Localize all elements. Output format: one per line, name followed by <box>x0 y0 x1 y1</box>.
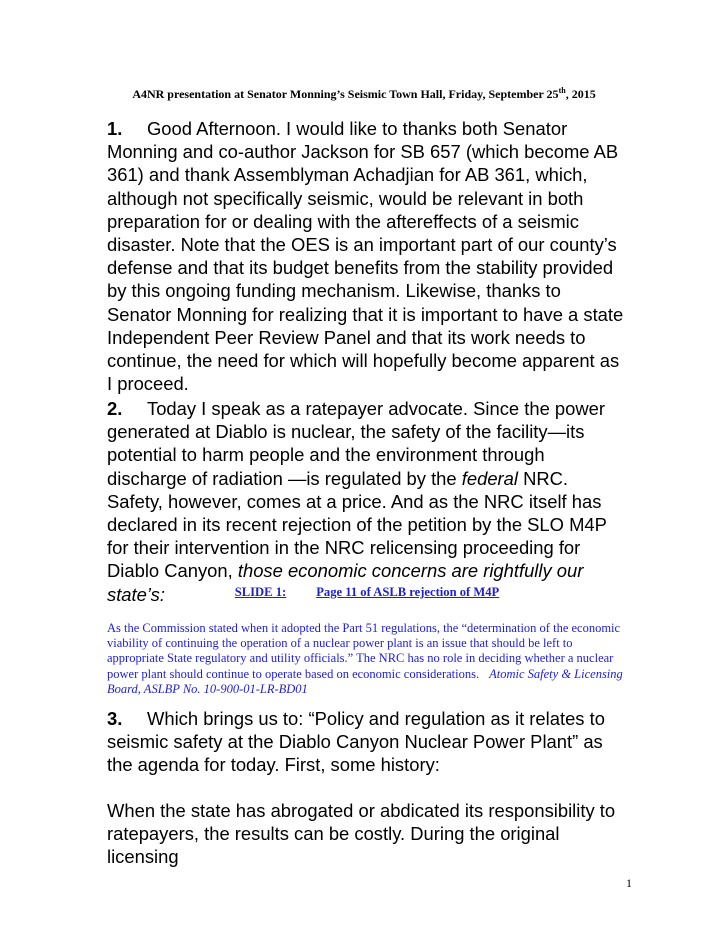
paragraph-text: When the state has abrogated or abdicated its responsibility to ratepayers, the results can be costly. During the original licensing <box>107 800 616 868</box>
paragraph-3 <box>107 707 627 777</box>
paragraph-1 <box>107 117 627 395</box>
header-superscript: th <box>558 86 566 95</box>
slide-reference <box>107 585 627 600</box>
header-text-end: , 2015 <box>565 87 596 101</box>
paragraph-number: 2. <box>107 398 123 419</box>
paragraph-emphasis-end: those economic concerns are rightfully our state’s: <box>107 560 584 605</box>
paragraph-4 <box>107 799 627 869</box>
paragraph-text: Which brings us to: “Policy and regulation as it relates to seismic safety at the Diablo Canyon Nuclear Power Plant” as the agenda for today. First, some history: <box>107 708 605 776</box>
quote-block <box>107 621 631 697</box>
quote-citation: Atomic Safety & Licensing Board, ASLBP No. 10-900-01-LR-BD01 <box>107 666 623 696</box>
paragraph-emphasis: federal <box>461 467 518 489</box>
header-text: A4NR presentation at Senator Monning’s Seismic Town Hall, Friday, September 25 <box>132 87 559 101</box>
paragraph-text: Today I speak as a ratepayer advocate. Since the power generated at Diablo is nuclear, the safety of the facility—its potential to harm people and the environment through discharge of radiation —is regulated by the <box>107 398 605 489</box>
paragraph-text: Good Afternoon. I would like to thanks both Senator Monning and co-author Jackson for SB 657 (which become AB 361) and thank Assemblyman Achadjian for AB 361, which, although not specifically seismic, would be relevant in both preparation for or dealing with the aftereffects of a seismic disaster. Note that the OES is an important part of our county’s defense and that its budget benefits from the stability provided by this ongoing funding mechanism. Likewise, thanks to Senator Monning for realizing that it is important to have a state Independent Peer Review Panel and that its work needs to continue, the need for which will hopefully become apparent as I proceed. <box>107 118 624 395</box>
quote-text: As the Commission stated when it adopted the Part 51 regulations, the “determination of the economic viability of continuing the operation of a nuclear power plant is an issue that should be left to appropriate State regulatory and utility officials.” The NRC has no role in deciding whether a nuclear power plant should continue to operate based on economic considerations. <box>107 621 621 681</box>
paragraph-2 <box>107 397 627 606</box>
slide-label: SLIDE 1: <box>234 585 287 599</box>
paragraph-number: 3. <box>107 708 123 729</box>
paragraph-text-cont: NRC. Safety, however, comes at a price. And as the NRC itself has declared in its recent rejection of the petition by the SLO M4P for their intervention in the NRC relicensing proceeding for Diablo Canyon, <box>107 467 607 582</box>
slide-title-text: Page 11 of ASLB rejection of M4P <box>316 585 500 599</box>
document-header <box>84 86 644 102</box>
paragraph-number: 1. <box>107 118 123 139</box>
page-number: 1 <box>626 876 632 890</box>
